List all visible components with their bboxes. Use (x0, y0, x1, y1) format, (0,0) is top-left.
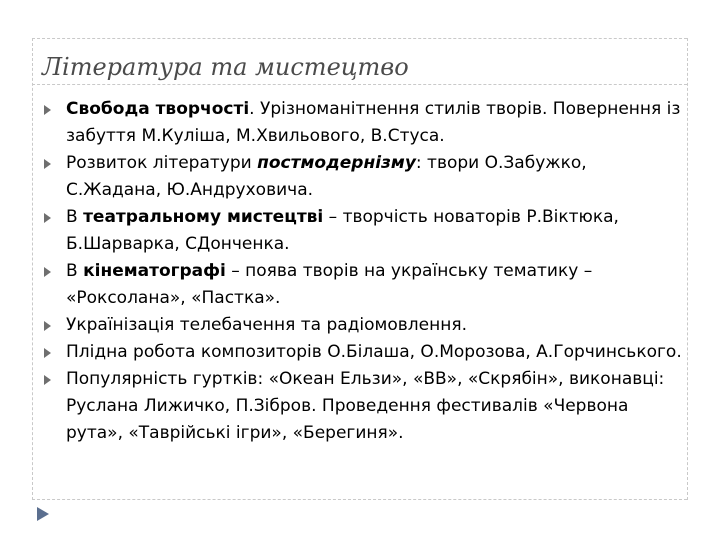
right-dashed-rule (687, 38, 688, 500)
bullet-list (44, 96, 684, 447)
bullet-text: В (66, 207, 84, 227)
slide-title: Література та мистецтво (42, 53, 409, 81)
bullet-item (44, 204, 684, 258)
bullet-item (44, 96, 684, 150)
bullet-text: : твори О.Забужко, С.Жадана, Ю.Андруховича. (66, 153, 587, 200)
bullet-text: Українізація телебачення та радіомовлення. (66, 315, 467, 335)
top-dashed-rule (32, 38, 687, 39)
triangle-right-icon (44, 159, 51, 169)
bullet-text: . Урізноманітнення стилів творів. Повернення із забуття М.Куліша, М.Хвильового, В.Стуса. (66, 99, 681, 146)
bullet-item (44, 312, 684, 339)
bullet-item (44, 150, 684, 204)
title-dashed-rule (32, 84, 687, 85)
left-dashed-rule (32, 38, 33, 500)
bullet-emphasis: Свобода творчості (66, 99, 250, 119)
bullet-text: Популярність гуртків: «Океан Ельзи», «ВВ», «Скрябін», виконавці: Руслана Лижичко, П.Зібров. Проведення фестивалів «Червона рута», «Таврійські ігри», «Берегиня». (66, 369, 665, 443)
bullet-text: В (66, 261, 84, 281)
triangle-right-icon (44, 213, 51, 223)
bullet-text: – творчість новаторів Р.Віктюка, Б.Шарварка, СДонченка. (66, 207, 619, 254)
bullet-item (44, 339, 684, 366)
bullet-emphasis: кінематографі (83, 261, 226, 281)
bullet-emphasis: театральному мистецтві (83, 207, 324, 227)
triangle-right-icon (44, 375, 51, 385)
triangle-right-icon (44, 105, 51, 115)
bullet-text: – поява творів на українську тематику – «Роксолана», «Пастка». (66, 261, 593, 308)
bullet-text: Розвиток літератури (66, 153, 258, 173)
triangle-right-icon (44, 348, 51, 358)
triangle-right-icon (44, 321, 51, 331)
bullet-text: Плідна робота композиторів О.Білаша, О.Морозова, А.Горчинського. (66, 342, 682, 362)
bullet-emphasis: постмодернізму (257, 153, 416, 173)
bullet-item (44, 258, 684, 312)
play-triangle-icon[interactable] (34, 505, 52, 523)
bottom-dashed-rule (32, 499, 687, 500)
bullet-item (44, 366, 684, 447)
triangle-right-icon (44, 267, 51, 277)
